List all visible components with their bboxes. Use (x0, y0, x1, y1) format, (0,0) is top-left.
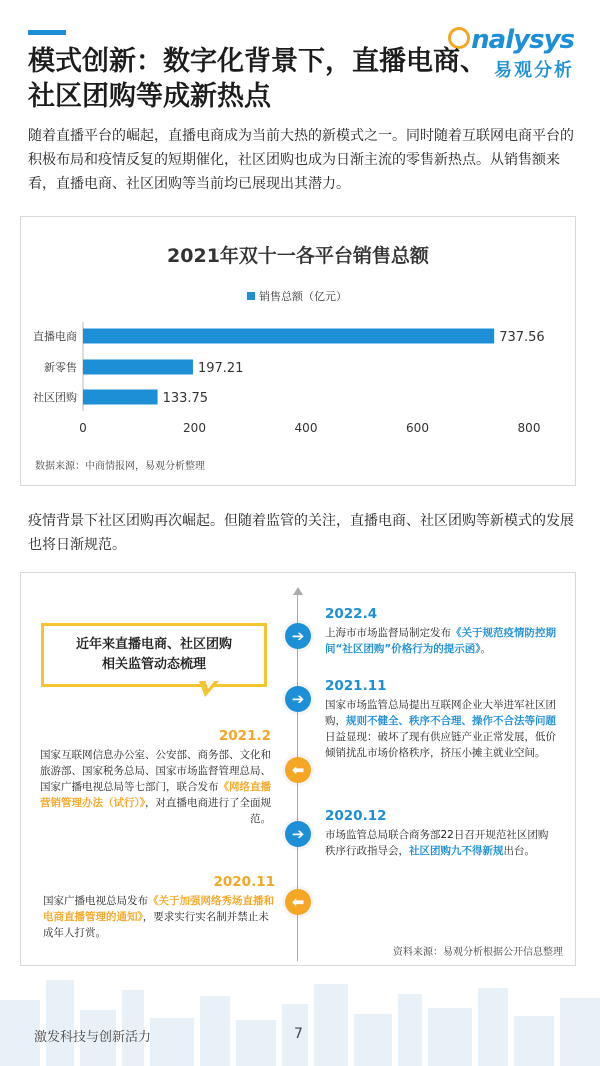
arrow-right-icon: ➔ (285, 686, 311, 712)
entry-text: 国家互联网信息办公室、公安部、商务部、文化和旅游部、国家税务总局、国家市场监督管理总局、国家广播电视总局等七部门，联合发布 (40, 749, 271, 793)
page-number: 7 (294, 1026, 303, 1042)
arrow-right-icon: ➔ (285, 623, 311, 649)
entry-text-end: 出台。 (503, 845, 535, 857)
x-tick-label: 600 (406, 421, 429, 435)
entry-date: 2020.12 (325, 808, 387, 824)
entry-text-end: 。 (480, 643, 492, 655)
data-label: 133.75 (162, 391, 209, 406)
timeline-entry-2021-11 (325, 677, 557, 761)
timeline-entry-2022-4 (325, 605, 557, 657)
timeline-arrow-head (293, 587, 303, 595)
x-tick-label: 0 (79, 421, 87, 435)
timeline-callout (41, 623, 267, 687)
data-label: 197.21 (197, 361, 244, 376)
chart-source: 数据来源：中商情报网，易观分析整理 (35, 461, 205, 472)
entry-text: 市场监管总局联合商务部22日召开规范社区团购秩序行政指导会， (325, 829, 549, 857)
category-label: 社区团购 (33, 391, 77, 404)
callout-tail-inner (205, 679, 216, 689)
chart-title: 2021年双十一各平台销售总额 (167, 245, 429, 267)
accent-bar (28, 30, 66, 35)
arrow-right-icon: ➔ (285, 821, 311, 847)
legend-label: 销售总额（亿元） (259, 290, 347, 303)
entry-highlight: 《网络直播营销管理办法（试行）》 (40, 781, 271, 809)
x-tick-label: 800 (517, 421, 541, 435)
timeline-entry-2020-12 (325, 807, 557, 859)
intro-paragraph: 随着直播平台的崛起，直播电商成为当前大热的新模式之一。同时随着互联网电商平台的积极布局和疫情反复的短期催化，社区团购也成为日渐主流的零售新热点。从销售额来看，直播电商、社区团购等当前均已展现出其潜力。 (28, 128, 574, 192)
entry-text-end: 日益显现：破坏了现有供应链产业正常发展，低价倾销扰乱市场价格秩序，挤压小摊主就业空间。 (325, 731, 556, 759)
entry-date: 2021.11 (325, 678, 387, 694)
arrow-left-icon: ⬅ (285, 757, 311, 783)
city-skyline-decoration (0, 960, 600, 1066)
data-label: 737.56 (499, 330, 545, 345)
category-label: 新零售 (44, 361, 77, 374)
middle-paragraph: 疫情背景下社区团购再次崛起。但随着监管的关注，直播电商、社区团购等新模式的发展也将日渐规范。 (28, 513, 574, 553)
entry-date: 2022.4 (325, 606, 378, 622)
bar-chart-plot (21, 217, 575, 447)
category-label: 直播电商 (33, 330, 77, 343)
entry-text: 国家广播电视总局发布 (43, 895, 148, 907)
entry-date: 2020.11 (213, 874, 275, 890)
entry-text: 上海市市场监督局制定发布 (325, 627, 451, 639)
bar (83, 329, 494, 344)
entry-text: 国家市场监管总局提出互联网企业大举进军社区团购， (325, 699, 556, 727)
arrow-left-icon: ⬅ (285, 889, 311, 915)
callout-line-1: 近年来直播电商、社区团购 (75, 637, 232, 652)
entry-highlight: 《关于规范疫情防控期间“社区团购”价格行为的提示函》 (325, 627, 556, 655)
callout-line-2: 相关监管动态梳理 (101, 657, 206, 672)
footer-tagline: 激发科技与创新活力 (34, 1030, 152, 1045)
entry-highlight: 规则不健全、秩序不合理、操作不合法等问题 (346, 715, 556, 727)
timeline-source: 资料来源：易观分析根据公开信息整理 (393, 947, 563, 958)
bar (83, 390, 158, 405)
entry-date: 2021.2 (218, 728, 271, 744)
logo-chinese: 易观分析 (494, 60, 574, 81)
page-title: 模式创新：数字化背景下，直播电商、社区团购等成新热点 (28, 46, 487, 112)
entry-text-end: ，要求实行实名制并禁止未成年人打赏。 (43, 911, 269, 939)
bar (83, 360, 193, 375)
logo-wordmark: nalysys (434, 26, 574, 54)
timeline-entry-2021-2 (33, 727, 271, 827)
sales-chart (20, 216, 576, 486)
entry-highlight: 社区团购九不得新规 (409, 845, 504, 857)
x-tick-label: 400 (294, 421, 318, 435)
entry-text-end: ，对直播电商进行了全面规范。 (145, 797, 271, 825)
x-tick-label: 200 (183, 421, 206, 435)
regulation-timeline (20, 572, 576, 966)
entry-highlight: 《关于加强网络秀场直播和电商直播管理的通知》 (43, 895, 274, 923)
timeline-entry-2020-11 (43, 873, 275, 941)
